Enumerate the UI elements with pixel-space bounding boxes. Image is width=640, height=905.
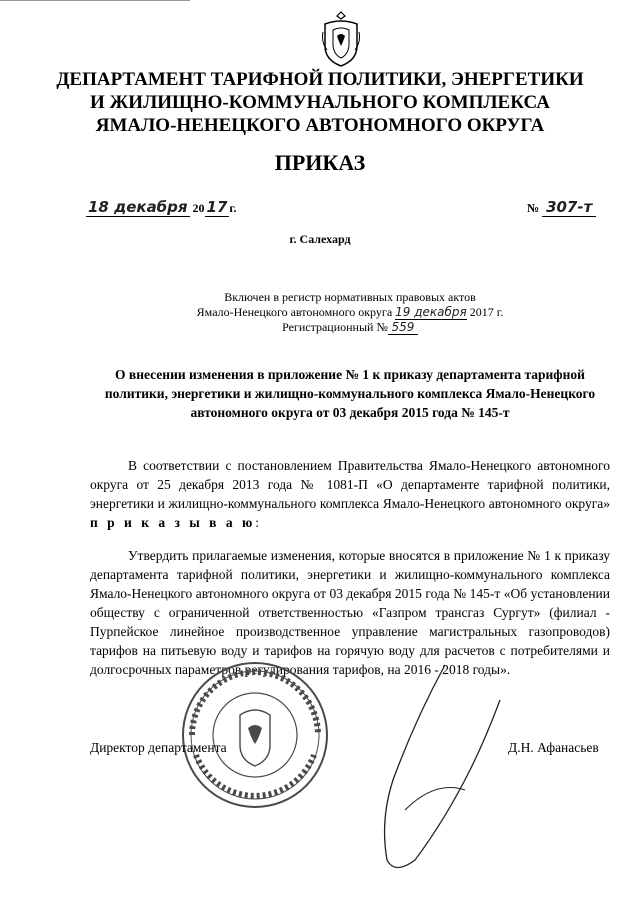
coat-of-arms-icon xyxy=(321,10,361,68)
document-type: ПРИКАЗ xyxy=(274,150,366,175)
registry-line-1: Включен в регистр нормативных правовых актов xyxy=(224,290,476,304)
paragraph-basis xyxy=(90,456,610,532)
official-seal-icon xyxy=(180,660,330,810)
paragraph-basis-end: : xyxy=(255,515,260,530)
order-title: О внесении изменения в приложение № 1 к приказу департамента тарифной политики, энергетики и жилищно-коммунального комплекса Ямало-Ненецкого автономного округа от 03 декабря 2015 года № 145-т xyxy=(104,367,596,420)
header-line-1: ДЕПАРТАМЕНТ ТАРИФНОЙ ПОЛИТИКИ, ЭНЕРГЕТИКИ xyxy=(56,69,584,90)
date-handwritten: 18 декабря xyxy=(88,198,188,216)
signatory-position: Директор департамента xyxy=(90,740,227,755)
number-handwritten: 307-т xyxy=(542,198,596,217)
date-suffix: г. xyxy=(229,201,237,215)
header-line-3: ЯМАЛО-НЕНЕЦКОГО АВТОНОМНОГО ОКРУГА xyxy=(95,115,545,136)
registry-number-label: Регистрационный № xyxy=(282,320,388,334)
registry-date-handwritten: 19 декабря xyxy=(395,305,467,319)
date-year-prefix: 20 xyxy=(192,201,205,215)
paragraph-basis-text: В соответствии с постановлением Правительства Ямало-Ненецкого автономного округа от 25 декабря 2013 года № 1081-П «О департаменте тарифной политики, энергетики и жилищно-коммунального комплекса Ямало-Ненецкого автономного округа» xyxy=(90,458,610,511)
number-prefix: № xyxy=(527,201,540,215)
city: г. Салехард xyxy=(289,232,351,246)
order-number xyxy=(527,198,596,216)
signatory-name: Д.Н. Афанасьев xyxy=(508,740,599,755)
header-line-2: И ЖИЛИЩНО-КОММУНАЛЬНОГО КОМПЛЕКСА xyxy=(89,92,551,113)
registry-region: Ямало-Ненецкого автономного округа xyxy=(196,305,393,319)
registry-line-3 xyxy=(160,320,540,335)
registry-number-handwritten: 559 xyxy=(388,320,418,335)
handwritten-signature-icon xyxy=(375,660,510,875)
paragraph-decision: Утвердить прилагаемые изменения, которые вносятся в приложение № 1 к приказу департамента тарифной политики, энергетики и жилищно-коммунального комплекса Ямало-Ненецкого автономного округа от 03 декабря 2015 года № 145-т «Об установлении обществу с ограниченной ответственностью «Газпром трансгаз Сургут» (филиал - Пурпейское линейное производственное управление магистральных газопроводов) тарифов на питьевую воду и тарифов на горячую воду для расчетов с потребителями и долгосрочных параметров регулирования тарифов, на 2016 - 2018 годы». xyxy=(90,548,610,677)
top-rule xyxy=(0,0,190,1)
registry-line-2 xyxy=(160,305,540,320)
order-word: п р и к а з ы в а ю xyxy=(90,515,256,530)
registry-year: 2017 г. xyxy=(469,305,504,319)
order-date xyxy=(86,198,237,217)
date-year-handwritten: 17 xyxy=(206,198,228,216)
